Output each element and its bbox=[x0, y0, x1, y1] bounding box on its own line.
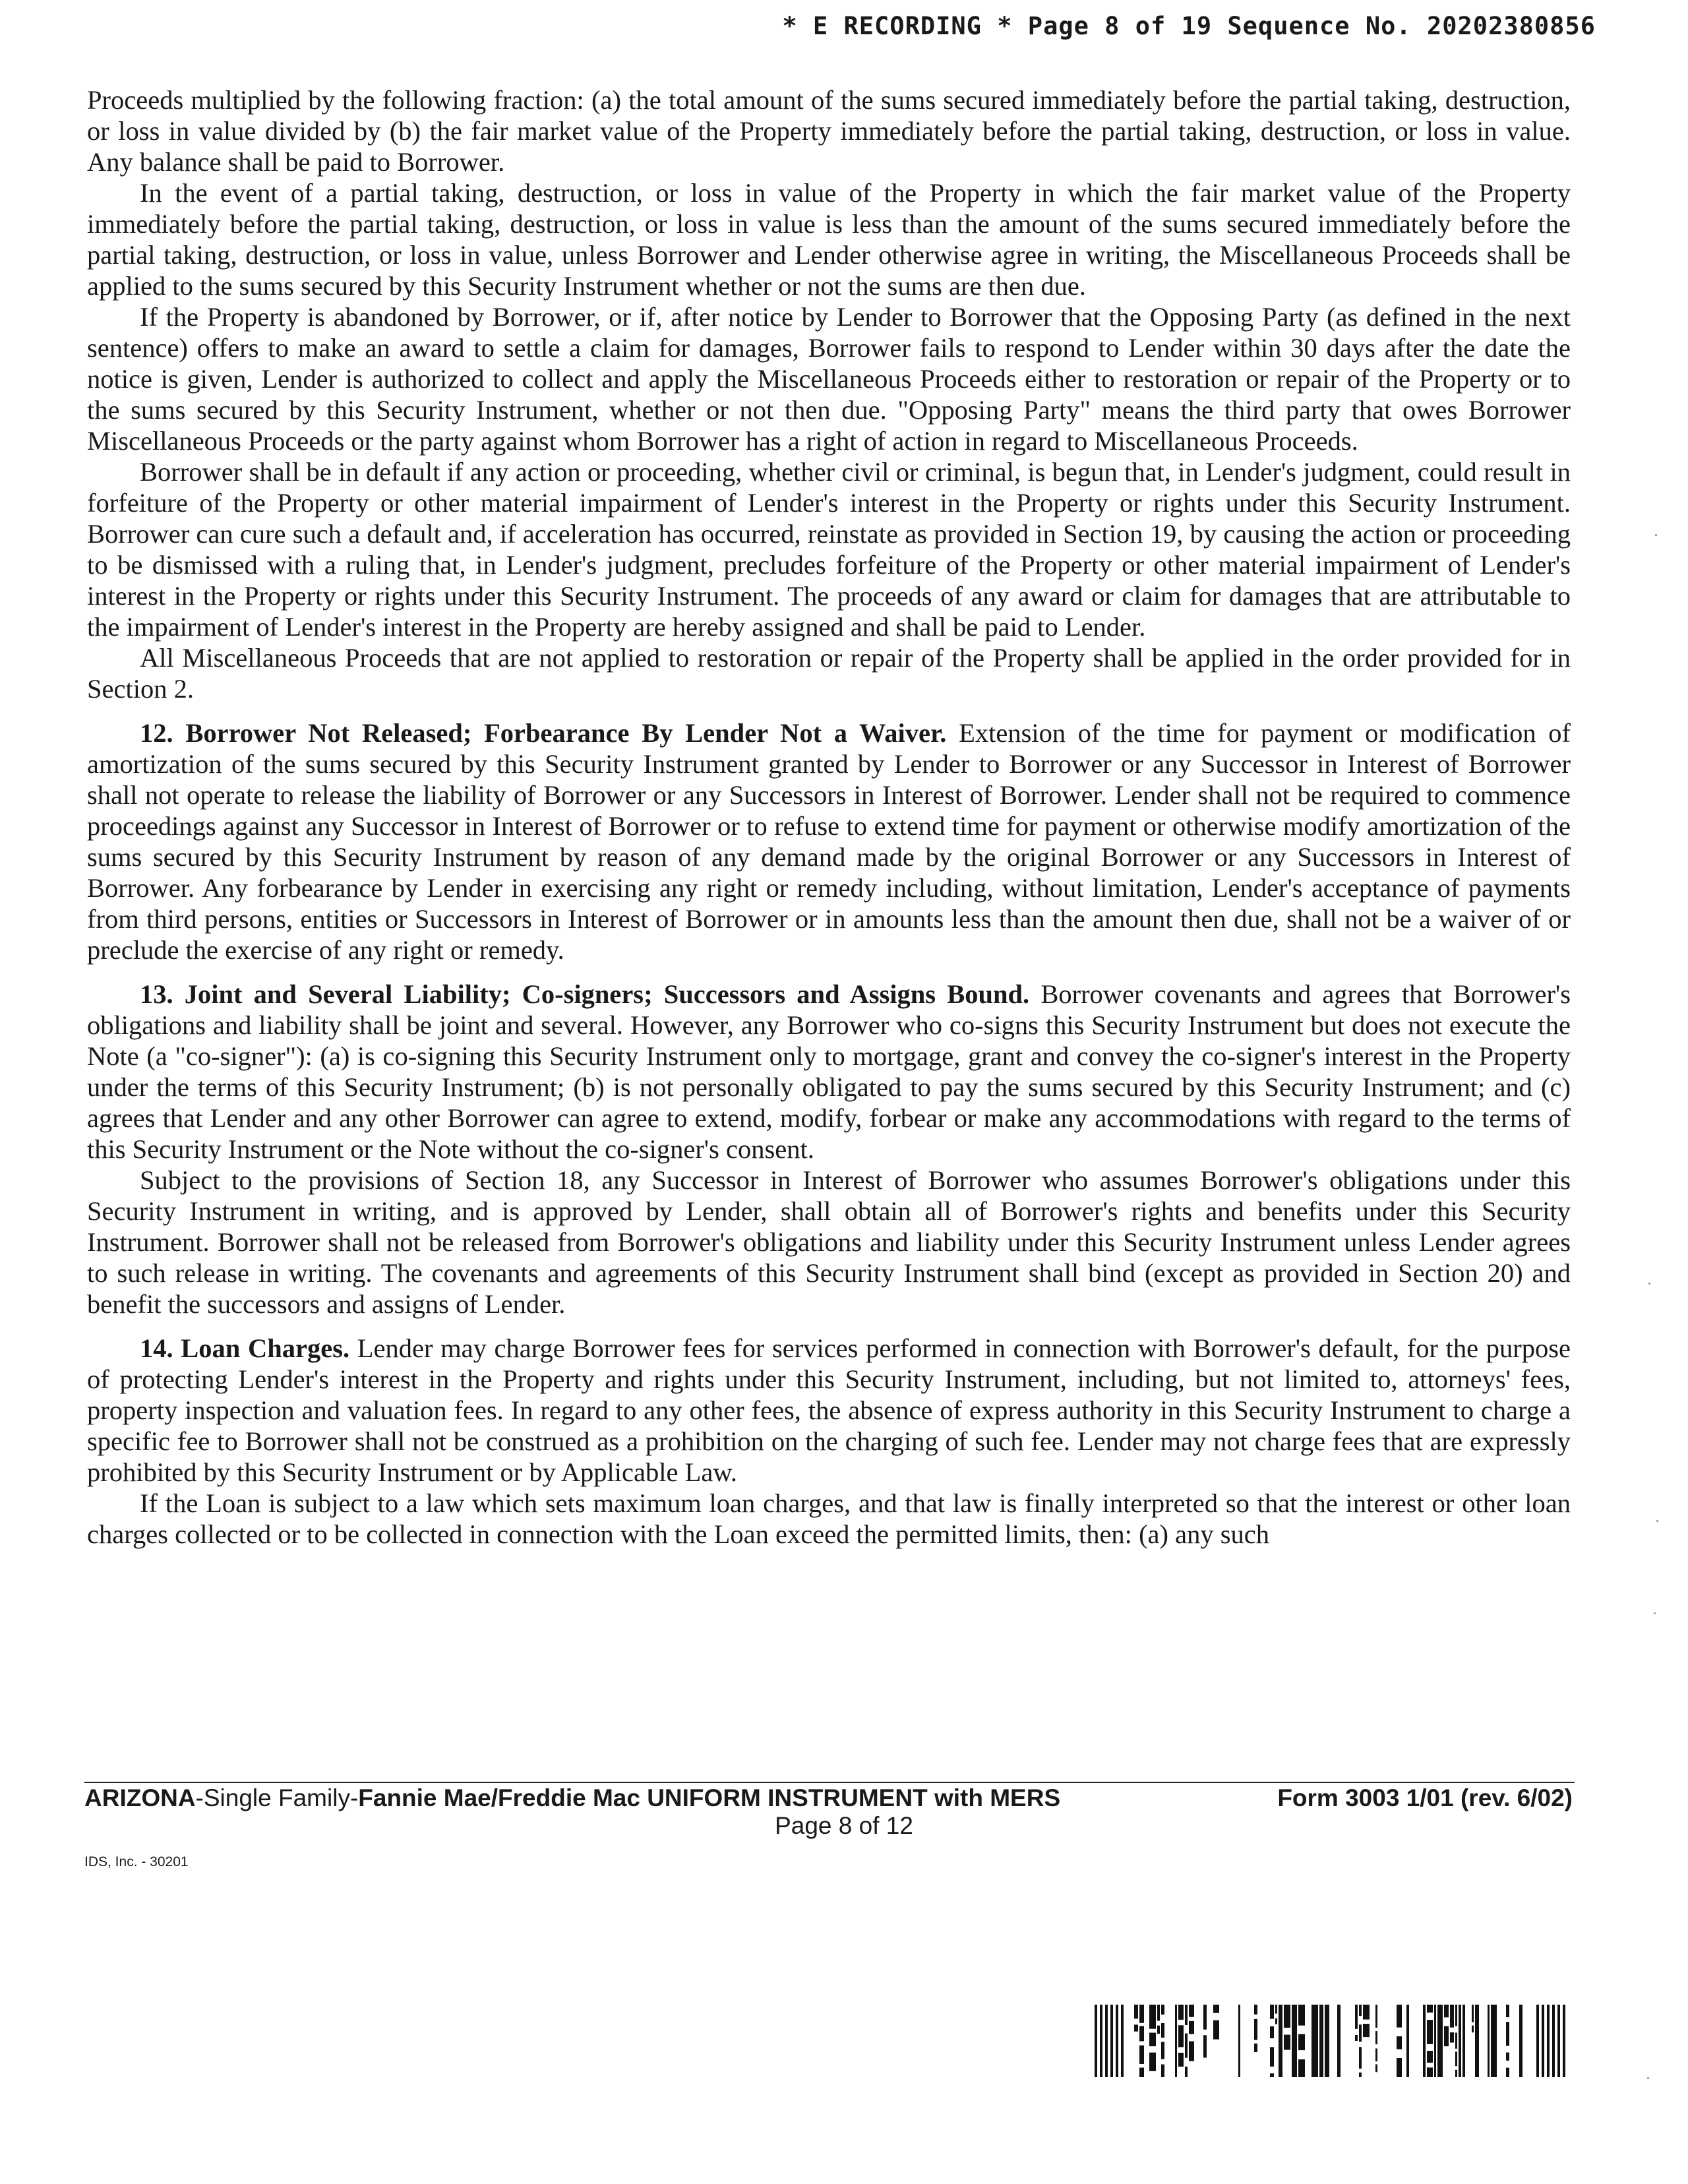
barcode-bar bbox=[1375, 2048, 1377, 2061]
barcode-bar bbox=[1189, 2021, 1194, 2034]
barcode-bar bbox=[1254, 2044, 1257, 2052]
barcode-bar bbox=[1298, 2005, 1305, 2026]
barcode-bar bbox=[1270, 2005, 1274, 2019]
barcode-bar bbox=[1284, 2035, 1290, 2050]
barcode-bar bbox=[1488, 2005, 1490, 2077]
barcode-bar bbox=[1552, 2005, 1555, 2077]
section-12 bbox=[87, 717, 1571, 965]
barcode-bar bbox=[1238, 2005, 1240, 2077]
barcode-bar bbox=[1178, 2005, 1184, 2020]
footer-form-title bbox=[84, 1784, 1060, 1812]
barcode-bar bbox=[1359, 2073, 1362, 2077]
barcode-image bbox=[1095, 2005, 1569, 2077]
barcode-bar bbox=[1563, 2005, 1565, 2077]
section-13 bbox=[87, 979, 1571, 1165]
barcode-bar bbox=[1178, 2053, 1184, 2067]
scan-speck bbox=[1648, 1283, 1650, 1285]
barcode-bar bbox=[1157, 2026, 1160, 2034]
barcode-bar bbox=[1161, 2005, 1164, 2015]
document-body bbox=[87, 84, 1571, 1550]
footer-divider bbox=[84, 1782, 1575, 1783]
barcode-bar bbox=[1475, 2005, 1479, 2077]
barcode-bar bbox=[1105, 2005, 1108, 2077]
barcode-bar bbox=[1506, 2005, 1509, 2017]
barcode-bar bbox=[1397, 2005, 1402, 2028]
barcode-bar bbox=[1325, 2005, 1329, 2077]
barcode-bar bbox=[1298, 2059, 1305, 2077]
barcode-bar bbox=[1506, 2068, 1509, 2077]
paragraph-successor-in-interest: Subject to the provisions of Section 18, any Successor in Interest of Borrower who assumes Borrower's obligations under this Security Instrument in writing, and is approved by Lender, shall obtain all of Borrower's rights and benefits under this Security Instrument. Borrower shall not be released from Borrower's obligations and liability under this Security Instrument unless Lender agrees to such release in writing. The covenants and agreements of this Security Instrument shall bind (except as provided in Section 20) and benefit the successors and assigns of Lender. bbox=[87, 1165, 1571, 1319]
barcode-bar bbox=[1275, 2018, 1277, 2024]
barcode-bar bbox=[1472, 2026, 1474, 2033]
barcode-bar bbox=[1134, 2024, 1138, 2031]
barcode-bar bbox=[1434, 2005, 1436, 2077]
barcode-bar bbox=[1139, 2026, 1144, 2041]
barcode-bar bbox=[1254, 2005, 1257, 2015]
barcode-bar bbox=[1275, 2005, 1277, 2014]
barcode-bar bbox=[1506, 2053, 1509, 2061]
barcode-bar bbox=[1134, 2005, 1138, 2018]
barcode-bar bbox=[1406, 2005, 1409, 2077]
scan-speck bbox=[1654, 1612, 1656, 1614]
barcode-bar bbox=[1359, 2005, 1362, 2016]
barcode-bar bbox=[1547, 2005, 1550, 2077]
barcode-bar bbox=[1472, 2005, 1474, 2022]
barcode-bar bbox=[1363, 2024, 1370, 2037]
barcode-bar bbox=[1375, 2064, 1377, 2072]
barcode-bar bbox=[1462, 2005, 1465, 2077]
barcode-bar bbox=[1279, 2005, 1282, 2077]
barcode-bar bbox=[1149, 2033, 1156, 2047]
barcode-bar bbox=[1337, 2005, 1341, 2077]
barcode-bar bbox=[1175, 2005, 1177, 2077]
barcode-bar bbox=[1100, 2005, 1102, 2077]
recording-stamp: * E RECORDING * Page 8 of 19 Sequence No. 20202380856 bbox=[782, 12, 1596, 40]
barcode-bar bbox=[1427, 2051, 1433, 2063]
barcode-bar bbox=[1116, 2005, 1118, 2077]
barcode-bar bbox=[1149, 2053, 1156, 2071]
barcode-bar bbox=[1298, 2034, 1305, 2050]
barcode-bar bbox=[1427, 2067, 1433, 2077]
barcode-bar bbox=[1397, 2058, 1402, 2077]
barcode-bar bbox=[1189, 2042, 1194, 2061]
barcode-bar bbox=[1437, 2005, 1443, 2077]
barcode-bar bbox=[1375, 2005, 1377, 2028]
barcode-bar bbox=[1427, 2020, 1433, 2044]
barcode-bar bbox=[1161, 2023, 1164, 2038]
barcode-bar bbox=[1450, 2032, 1454, 2042]
footer-state: ARIZONA bbox=[84, 1784, 196, 1811]
barcode-bar bbox=[1139, 2046, 1144, 2064]
barcode-bar bbox=[1444, 2005, 1449, 2017]
barcode-bar bbox=[1110, 2005, 1113, 2077]
barcode-bar bbox=[1139, 2068, 1144, 2077]
barcode-bar bbox=[1542, 2005, 1544, 2077]
barcode-bar bbox=[1506, 2022, 1509, 2046]
barcode-bar bbox=[1189, 2005, 1194, 2017]
barcode-bar bbox=[1557, 2005, 1560, 2077]
barcode-bar bbox=[1319, 2005, 1323, 2077]
paragraph-partial-taking: In the event of a partial taking, destruction, or loss in value of the Property in which the fair market value of the Property immediately before the partial taking, destruction, or loss in value is less than the amount of the sums secured immediately before the partial taking, destruction, or loss in value, unless Borrower and Lender otherwise agree in writing, the Miscellaneous Proceeds shall be applied to the sums secured by this Security Instrument whether or not the sums are then due. bbox=[87, 178, 1571, 301]
barcode-bar bbox=[1121, 2005, 1124, 2077]
scan-speck bbox=[1656, 1520, 1658, 1522]
paragraph-maximum-loan-charges: If the Loan is subject to a law which sets maximum loan charges, and that law is finally interpreted so that the interest or other loan charges collected or to be collected in connection with the Loan exceed the permitted limits, then: (a) any such bbox=[87, 1488, 1571, 1549]
barcode-bar bbox=[1423, 2005, 1426, 2077]
barcode-bar bbox=[1455, 2005, 1457, 2026]
footer-instrument: Fannie Mae/Freddie Mac UNIFORM INSTRUMENT with MERS bbox=[358, 1784, 1061, 1811]
barcode-bar bbox=[1203, 2005, 1207, 2030]
barcode-bar bbox=[1455, 2033, 1457, 2049]
footer-page-number: Page 8 of 12 bbox=[775, 1812, 913, 1839]
section-13-text: Borrower covenants and agrees that Borrower's obligations and liability shall be joint and several. However, any Borrower who co-signs this Security Instrument but does not execute the Note (a "co-signer"): (a) is co-signing this Security Instrument only to mortgage, grant and convey the co-signer's interest in the Property under the terms of this Security Instrument; (b) is not personally obligated to pay the sums secured by this Security Instrument; and (c) agrees that Lender and any other Borrower can agree to extend, modify, forbear or make any accommodations with regard to the terms of this Security Instrument or the Note without the co-signer's consent. bbox=[87, 979, 1571, 1164]
barcode-bar bbox=[1311, 2005, 1318, 2077]
barcode-bar bbox=[1355, 2035, 1358, 2041]
barcode-bar bbox=[1519, 2005, 1522, 2077]
section-12-text: Extension of the time for payment or modification of amortization of the sums secured by this Security Instrument granted by Lender to Borrower or any Successor in Interest of Borrower shall not operate to release the liability of Borrower or any Successors in Interest of Borrower. Lender shall not be required to commence proceedings against any Successor in Interest of Borrower or to refuse to extend time for payment or otherwise modify amortization of the sums secured by this Security Instrument by reason of any demand made by the original Borrower or any Successors in Interest of Borrower. Any forbearance by Lender in exercising any right or remedy including, without limitation, Lender's acceptance of payments from third persons, entities or Successors in Interest of Borrower or in amounts less than the amount then due, shall not be a waiver of or preclude the exercise of any right or remedy. bbox=[87, 718, 1571, 965]
barcode-bar bbox=[1491, 2005, 1497, 2077]
barcode-bar bbox=[1427, 2005, 1433, 2013]
barcode-bar bbox=[1270, 2073, 1274, 2077]
barcode-bar bbox=[1213, 2020, 1219, 2040]
scan-speck bbox=[1655, 534, 1657, 536]
section-14-heading: 14. Loan Charges. bbox=[140, 1333, 350, 1363]
paragraph-abandoned-property: If the Property is abandoned by Borrower, or if, after notice by Lender to Borrower that the Opposing Party (as defined in the next sentence) offers to make an award to settle a claim for damages, Borrower fails to respond to Lender within 30 days after the date the notice is given, Lender is authorized to collect and apply the Miscellaneous Proceeds either to restoration or repair of the Property or to the sums secured by this Security Instrument, whether or not then due. "Opposing Party" means the third party that owes Borrower Miscellaneous Proceeds or the party against whom Borrower has a right of action in regard to Miscellaneous Proceeds. bbox=[87, 302, 1571, 456]
barcode-bar bbox=[1455, 2051, 1457, 2066]
barcode-bar bbox=[1161, 2065, 1164, 2077]
footer-family: -Single Family- bbox=[195, 1784, 359, 1811]
barcode-bar bbox=[1149, 2005, 1156, 2029]
section-13-heading: 13. Joint and Several Liability; Co-signers; Successors and Assigns Bound. bbox=[140, 979, 1030, 1009]
section-14 bbox=[87, 1333, 1571, 1488]
barcode-bar bbox=[1455, 2070, 1457, 2077]
barcode-bar bbox=[1459, 2005, 1461, 2077]
barcode-bar bbox=[1270, 2026, 1274, 2038]
barcode-bar bbox=[1185, 2067, 1188, 2077]
barcode-bar bbox=[1536, 2005, 1539, 2077]
paragraph-proceeds-fraction: Proceeds multiplied by the following fraction: (a) the total amount of the sums secured immediately before the partial taking, destruction, or loss in value divided by (b) the fair market value of the Property immediately before the partial taking, destruction, or loss in value. Any balance shall be paid to Borrower. bbox=[87, 85, 1571, 177]
barcode-bar bbox=[1359, 2047, 1362, 2069]
barcode-bar bbox=[1397, 2036, 1402, 2049]
paragraph-order-applied: All Miscellaneous Proceeds that are not applied to restoration or repair of the Property shall be applied in the order provided for in Section 2. bbox=[87, 643, 1571, 704]
paragraph-default-action: Borrower shall be in default if any action or proceeding, whether civil or criminal, is begun that, in Lender's judgment, could result in forfeiture of the Property or other material impairment of Lender's interest in the Property or rights under this Security Instrument. Borrower can cure such a default and, if acceleration has occurred, reinstate as provided in Section 19, by causing the action or proceeding to be dismissed with a ruling that, in Lender's judgment, precludes forfeiture of the Property or other material impairment of Lender's interest in the Property or rights under this Security Instrument. The proceeds of any award or claim for damages that are attributable to the impairment of Lender's interest in the Property are hereby assigned and shall be paid to Lender. bbox=[87, 457, 1571, 642]
barcode-bar bbox=[1270, 2047, 1274, 2067]
barcode-bar bbox=[1450, 2005, 1454, 2028]
barcode-bar bbox=[1355, 2005, 1358, 2029]
barcode-bar bbox=[1359, 2024, 1362, 2042]
barcode-bar bbox=[1139, 2005, 1144, 2023]
barcode-bar bbox=[1444, 2026, 1449, 2047]
footer-form-number: Form 3003 1/01 (rev. 6/02) bbox=[1277, 1784, 1573, 1811]
barcode-bar bbox=[1185, 2005, 1188, 2025]
barcode-bar bbox=[1254, 2019, 1257, 2040]
barcode-bar bbox=[1185, 2034, 1188, 2058]
barcode-bar bbox=[1363, 2005, 1370, 2020]
barcode-bar bbox=[1161, 2042, 1164, 2059]
barcode-bar bbox=[1178, 2025, 1184, 2047]
barcode-bar bbox=[1375, 2031, 1377, 2044]
scan-speck bbox=[1647, 2077, 1649, 2079]
barcode-bar bbox=[1213, 2005, 1219, 2013]
section-14-text: Lender may charge Borrower fees for services performed in connection with Borrower's default, for the purpose of protecting Lender's interest in the Property and rights under this Security Instrument, including, but not limited to, attorneys' fees, property inspection and valuation fees. In regard to any other fees, the absence of express authority in this Security Instrument to charge a specific fee to Borrower shall not be construed as a prohibition on the charging of such fee. Lender may not charge fees that are expressly prohibited by this Security Instrument or by Applicable Law. bbox=[87, 1333, 1571, 1487]
barcode-bar bbox=[1284, 2005, 1290, 2028]
barcode-bar bbox=[1203, 2035, 1207, 2057]
barcode-bar bbox=[1095, 2005, 1097, 2077]
barcode-bar bbox=[1157, 2005, 1160, 2020]
barcode-bar bbox=[1292, 2005, 1297, 2077]
vendor-code: IDS, Inc. - 30201 bbox=[84, 1854, 189, 1869]
section-12-heading: 12. Borrower Not Released; Forbearance By Lender Not a Waiver. bbox=[140, 718, 947, 748]
